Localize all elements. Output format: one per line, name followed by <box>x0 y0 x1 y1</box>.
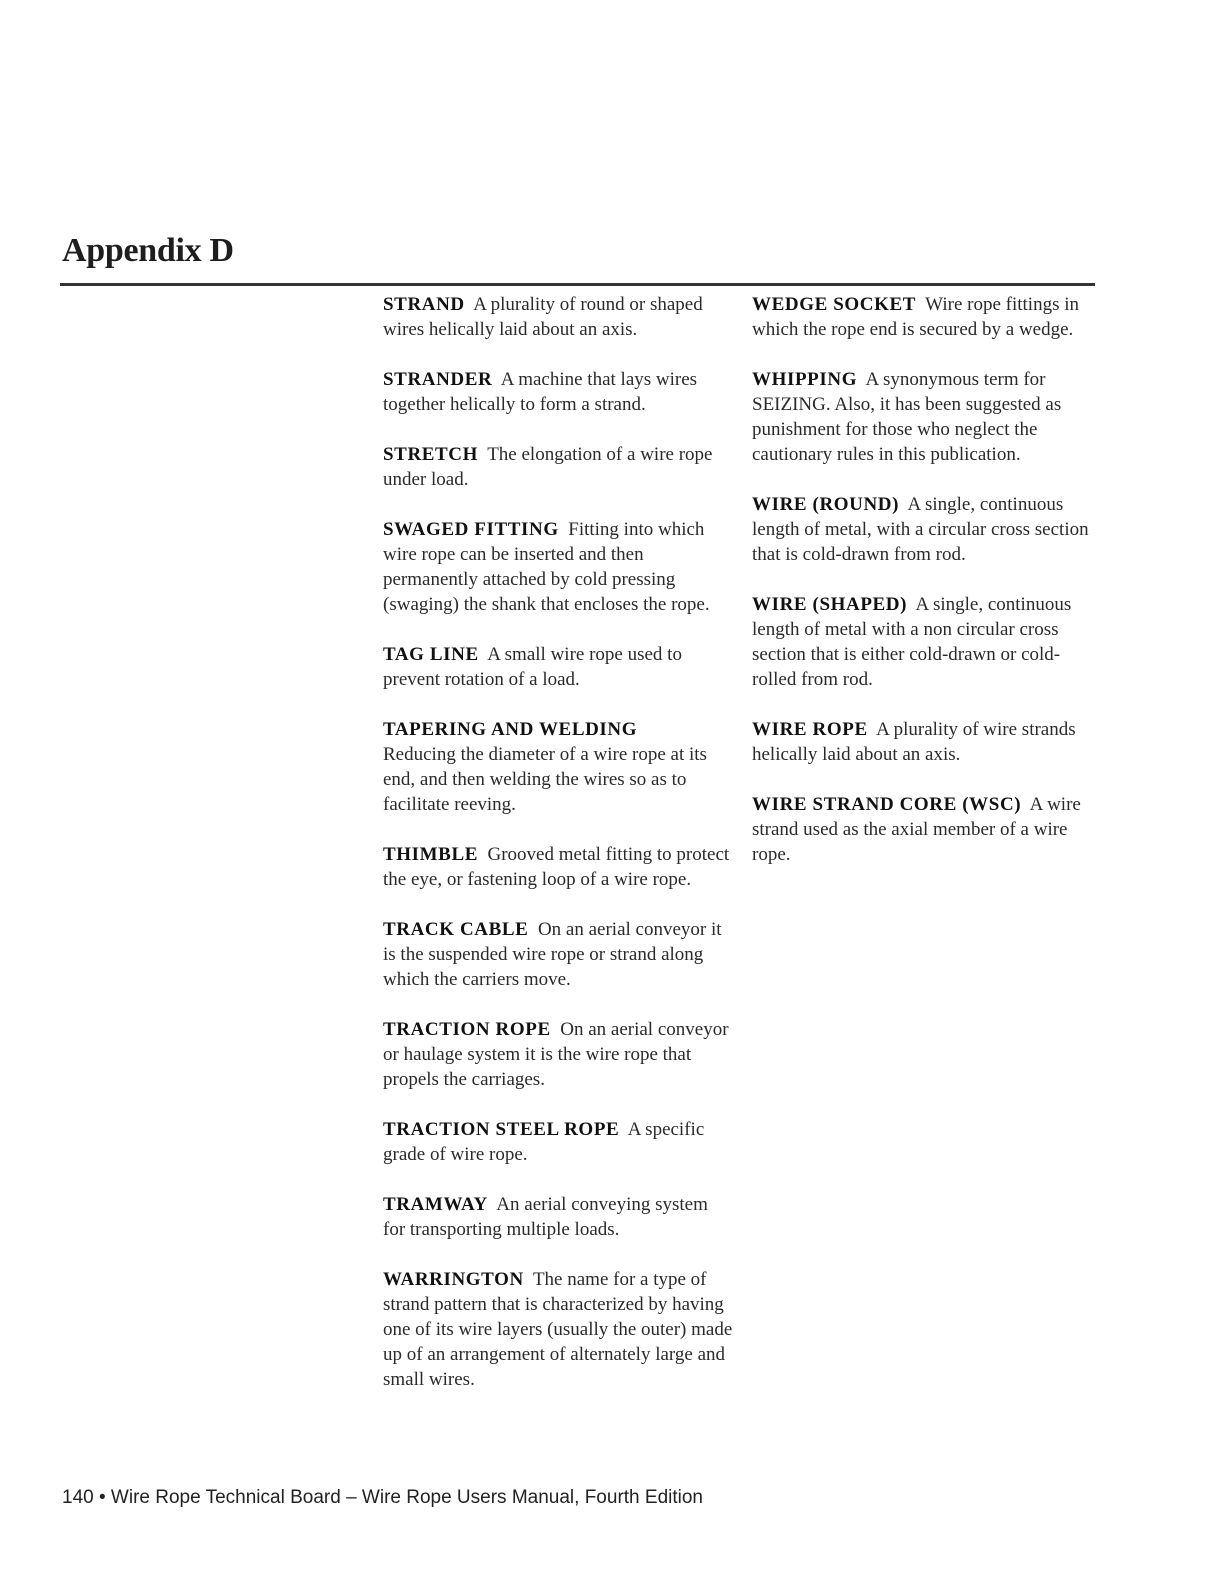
glossary-definition: Wire rope fittings in which the rope end is secured by a wedge. <box>752 294 1080 340</box>
glossary-term: TAPERING AND WELDING <box>383 719 638 740</box>
glossary-term: WIRE STRAND CORE (WSC) <box>752 794 1022 815</box>
glossary-term: TRACK CABLE <box>383 919 529 940</box>
glossary-definition: A single, continuous length of metal, with a circular cross section that is cold-drawn from rod. <box>752 494 1089 565</box>
glossary-term: TRACTION STEEL ROPE <box>383 1119 620 1140</box>
glossary-definition: A plurality of round or shaped wires helically laid about an axis. <box>383 294 703 340</box>
glossary-entry <box>752 792 1102 867</box>
glossary-term: WEDGE SOCKET <box>752 294 916 315</box>
glossary-column-right <box>752 292 1102 892</box>
glossary-entry <box>383 917 733 992</box>
glossary-term: WHIPPING <box>752 369 858 390</box>
glossary-definition: An aerial conveying system for transporting multiple loads. <box>383 1194 708 1240</box>
glossary-entry <box>383 1192 733 1242</box>
glossary-definition: Fitting into which wire rope can be inserted and then permanently attached by cold pressing (swaging) the shank that encloses the rope. <box>383 519 710 615</box>
heading-divider <box>60 283 1095 286</box>
glossary-definition: On an aerial conveyor it is the suspended wire rope or strand along which the carriers move. <box>383 919 722 990</box>
glossary-definition: A single, continuous length of metal with a non circular cross section that is either cold-drawn or cold-rolled from rod. <box>752 594 1072 690</box>
glossary-term: STRETCH <box>383 444 479 465</box>
glossary-entry <box>752 717 1102 767</box>
glossary-entry <box>383 842 733 892</box>
glossary-term: TRACTION ROPE <box>383 1019 551 1040</box>
glossary-term: WIRE ROPE <box>752 719 868 740</box>
glossary-entry <box>383 1267 733 1392</box>
glossary-term: SWAGED FITTING <box>383 519 559 540</box>
glossary-definition: A wire strand used as the axial member of a wire rope. <box>752 794 1081 865</box>
glossary-entry <box>383 1017 733 1092</box>
glossary-definition: On an aerial conveyor or haulage system it is the wire rope that propels the carriages. <box>383 1019 729 1090</box>
glossary-definition: Grooved metal fitting to protect the eye, or fastening loop of a wire rope. <box>383 844 730 890</box>
glossary-term: WARRINGTON <box>383 1269 524 1290</box>
glossary-entry <box>383 442 733 492</box>
glossary-definition: A plurality of wire strands helically laid about an axis. <box>752 719 1076 765</box>
glossary-definition: The name for a type of strand pattern that is characterized by having one of its wire layers (usually the outer) made up of an arrangement of alternately large and small wires. <box>383 1269 733 1390</box>
glossary-term: WIRE (SHAPED) <box>752 594 908 615</box>
glossary-entry <box>383 292 733 342</box>
glossary-term: WIRE (ROUND) <box>752 494 900 515</box>
glossary-entry <box>383 1117 733 1167</box>
glossary-entry <box>383 517 733 617</box>
glossary-term: TAG LINE <box>383 644 479 665</box>
glossary-entry <box>383 642 733 692</box>
glossary-definition: The elongation of a wire rope under load. <box>383 444 713 490</box>
glossary-definition: A small wire rope used to prevent rotation of a load. <box>383 644 682 690</box>
glossary-definition: A specific grade of wire rope. <box>383 1119 705 1165</box>
glossary-entry <box>752 592 1102 692</box>
glossary-entry <box>752 367 1102 467</box>
glossary-entry <box>383 717 733 817</box>
page-title: Appendix D <box>62 232 234 269</box>
glossary-term: STRANDER <box>383 369 493 390</box>
glossary-entry <box>752 492 1102 567</box>
glossary-term: TRAMWAY <box>383 1194 488 1215</box>
glossary-term: STRAND <box>383 294 465 315</box>
page-footer: 140 • Wire Rope Technical Board – Wire Rope Users Manual, Fourth Edition <box>62 1487 703 1508</box>
glossary-column-left <box>383 292 733 1417</box>
glossary-definition: A machine that lays wires together helically to form a strand. <box>383 369 698 415</box>
glossary-entry <box>752 292 1102 342</box>
glossary-definition: A synonymous term for SEIZING. Also, it has been suggested as punishment for those who neglect the cautionary rules in this publication. <box>752 369 1062 465</box>
glossary-definition: Reducing the diameter of a wire rope at its end, and then welding the wires so as to facilitate reeving. <box>383 744 707 815</box>
glossary-entry <box>383 367 733 417</box>
glossary-term: THIMBLE <box>383 844 478 865</box>
